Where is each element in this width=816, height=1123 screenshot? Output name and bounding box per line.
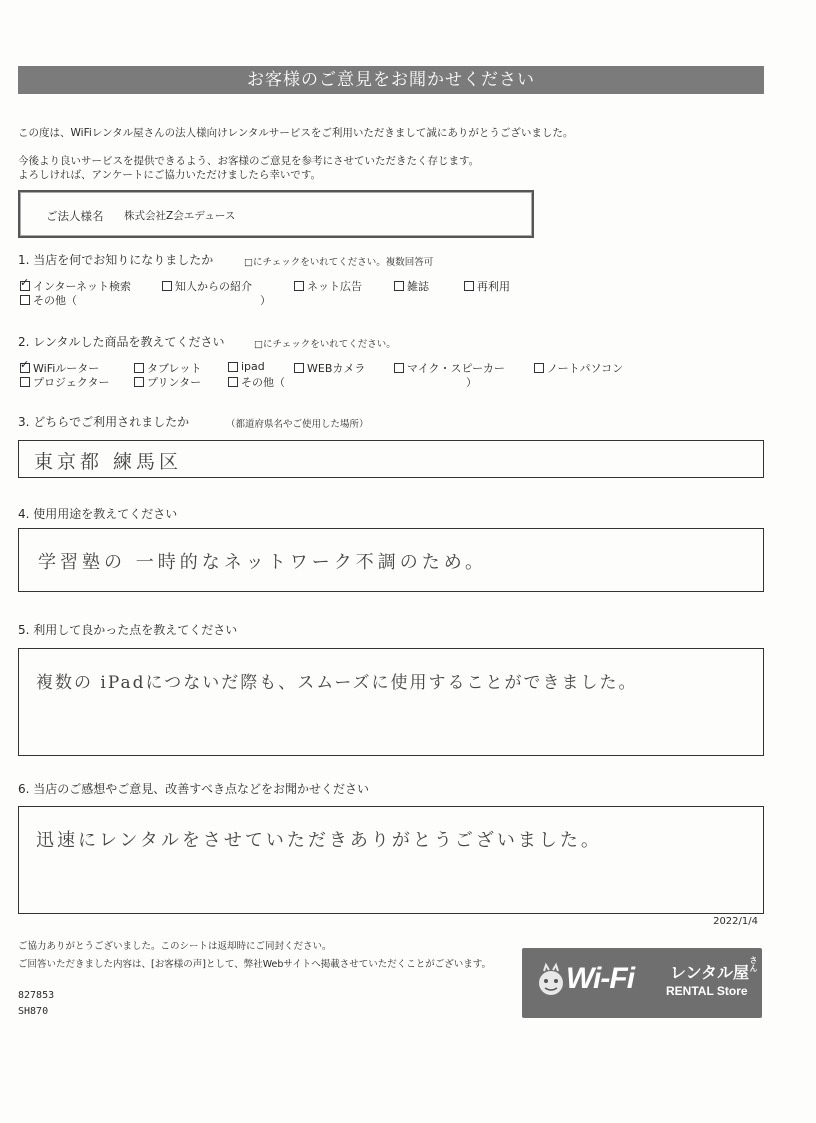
q1-option-internet-search[interactable]: ✓ インターネット検索 [20,278,131,294]
checkbox-icon[interactable] [294,363,304,373]
q6-title: 6. 当店のご感想やご意見、改善すべき点などをお聞かせください [18,782,370,796]
logo-san-text: さん [749,956,758,972]
q2-option-laptop[interactable]: ノートパソコン [534,360,623,376]
checkbox-icon[interactable] [294,281,304,291]
q2-option-projector[interactable]: プロジェクター [20,374,110,390]
q2-note: □にチェックをいれてください。 [254,339,396,350]
checkbox-icon[interactable] [228,377,238,387]
q2-other-close: ） [466,376,477,389]
checkbox-icon[interactable] [464,281,474,291]
footer-line-2: ご回答いただきました内容は、[お客様の声]として、弊社Webサイトへ掲載させていただくことがございます。 [18,959,492,970]
corporation-name: 株式会社Z会エデュース [124,210,236,222]
checkbox-icon[interactable] [228,362,238,372]
q3-title: 3. どちらでご利用されましたか [18,415,190,429]
q2-title: 2. レンタルした商品を教えてください [18,335,225,349]
intro-line-3: よろしければ、アンケートにご協力いただけましたら幸いです。 [18,169,322,181]
q6-answer-box[interactable] [18,806,764,914]
logo-en-text: RENTAL Store [666,984,748,998]
code-2: SH870 [18,1006,49,1017]
checkbox-icon[interactable] [394,363,404,373]
checkbox-icon[interactable] [162,281,172,291]
page-title: お客様のご意見をお聞かせください [18,66,764,94]
q4-title: 4. 使用用途を教えてください [18,507,178,521]
company-logo [522,948,762,1018]
q1-option-net-ad[interactable]: ネット広告 [294,278,362,294]
q1-other-close: ） [260,294,271,307]
checkbox-icon[interactable] [20,295,30,305]
q2-option-wifi-router[interactable]: ✓ WiFiルーター [20,360,99,376]
q3-answer: 東京都 練馬区 [34,451,183,473]
q2-option-ipad[interactable]: ipad [228,360,265,373]
code-1: 827853 [18,990,55,1001]
logo-jp-text: レンタル屋 [670,963,749,982]
q1-option-magazine[interactable]: 雑誌 [394,278,429,294]
q4-answer: 学習塾の 一時的なネットワーク不調のため。 [38,552,487,573]
checkbox-checked-icon[interactable] [20,363,30,373]
checkbox-icon[interactable] [394,281,404,291]
q2-option-tablet[interactable]: タブレット [134,360,201,376]
q2-option-mic-speaker[interactable]: マイク・スピーカー [394,360,505,376]
date-stamp: 2022/1/4 [713,916,758,927]
footer-line-1: ご協力ありがとうございました。このシートは返却時にご同封ください。 [18,941,332,952]
q3-note: （都道府県名やご使用した場所） [226,419,369,430]
q1-option-reuse[interactable]: 再利用 [464,278,510,294]
mascot-icon [536,962,566,1000]
q1-title: 1. 当店を何でお知りになりましたか [18,253,214,267]
checkbox-icon[interactable] [534,363,544,373]
q5-answer: 複数の iPadにつないだ際も、スムーズに使用することができました。 [36,673,638,693]
logo-wifi-text: Wi-Fi [566,962,635,995]
q5-answer-box[interactable] [18,648,764,756]
q1-option-referral[interactable]: 知人からの紹介 [162,278,252,294]
intro-line-2: 今後より良いサービスを提供できるよう、お客様のご意見を参考にさせていただきたく存じます。 [18,155,480,167]
checkbox-icon[interactable] [134,377,144,387]
q5-title: 5. 利用して良かった点を教えてください [18,623,238,637]
q1-option-other[interactable]: その他（ [20,292,77,308]
checkbox-icon[interactable] [134,363,144,373]
checkbox-icon[interactable] [20,377,30,387]
corporation-label: ご法人様名 [46,209,104,223]
q6-answer: 迅速にレンタルをさせていただきありがとうございました。 [36,830,602,851]
q2-option-web-camera[interactable]: WEBカメラ [294,360,365,376]
checkbox-checked-icon[interactable] [20,281,30,291]
q2-option-printer[interactable]: プリンター [134,374,201,390]
intro-line-1: この度は、WiFiレンタル屋さんの法人様向けレンタルサービスをご利用いただきまして誠にありがとうございました。 [18,127,574,139]
q1-note: □にチェックをいれてください。複数回答可 [244,257,434,268]
q2-option-other[interactable]: その他（ [228,374,285,390]
